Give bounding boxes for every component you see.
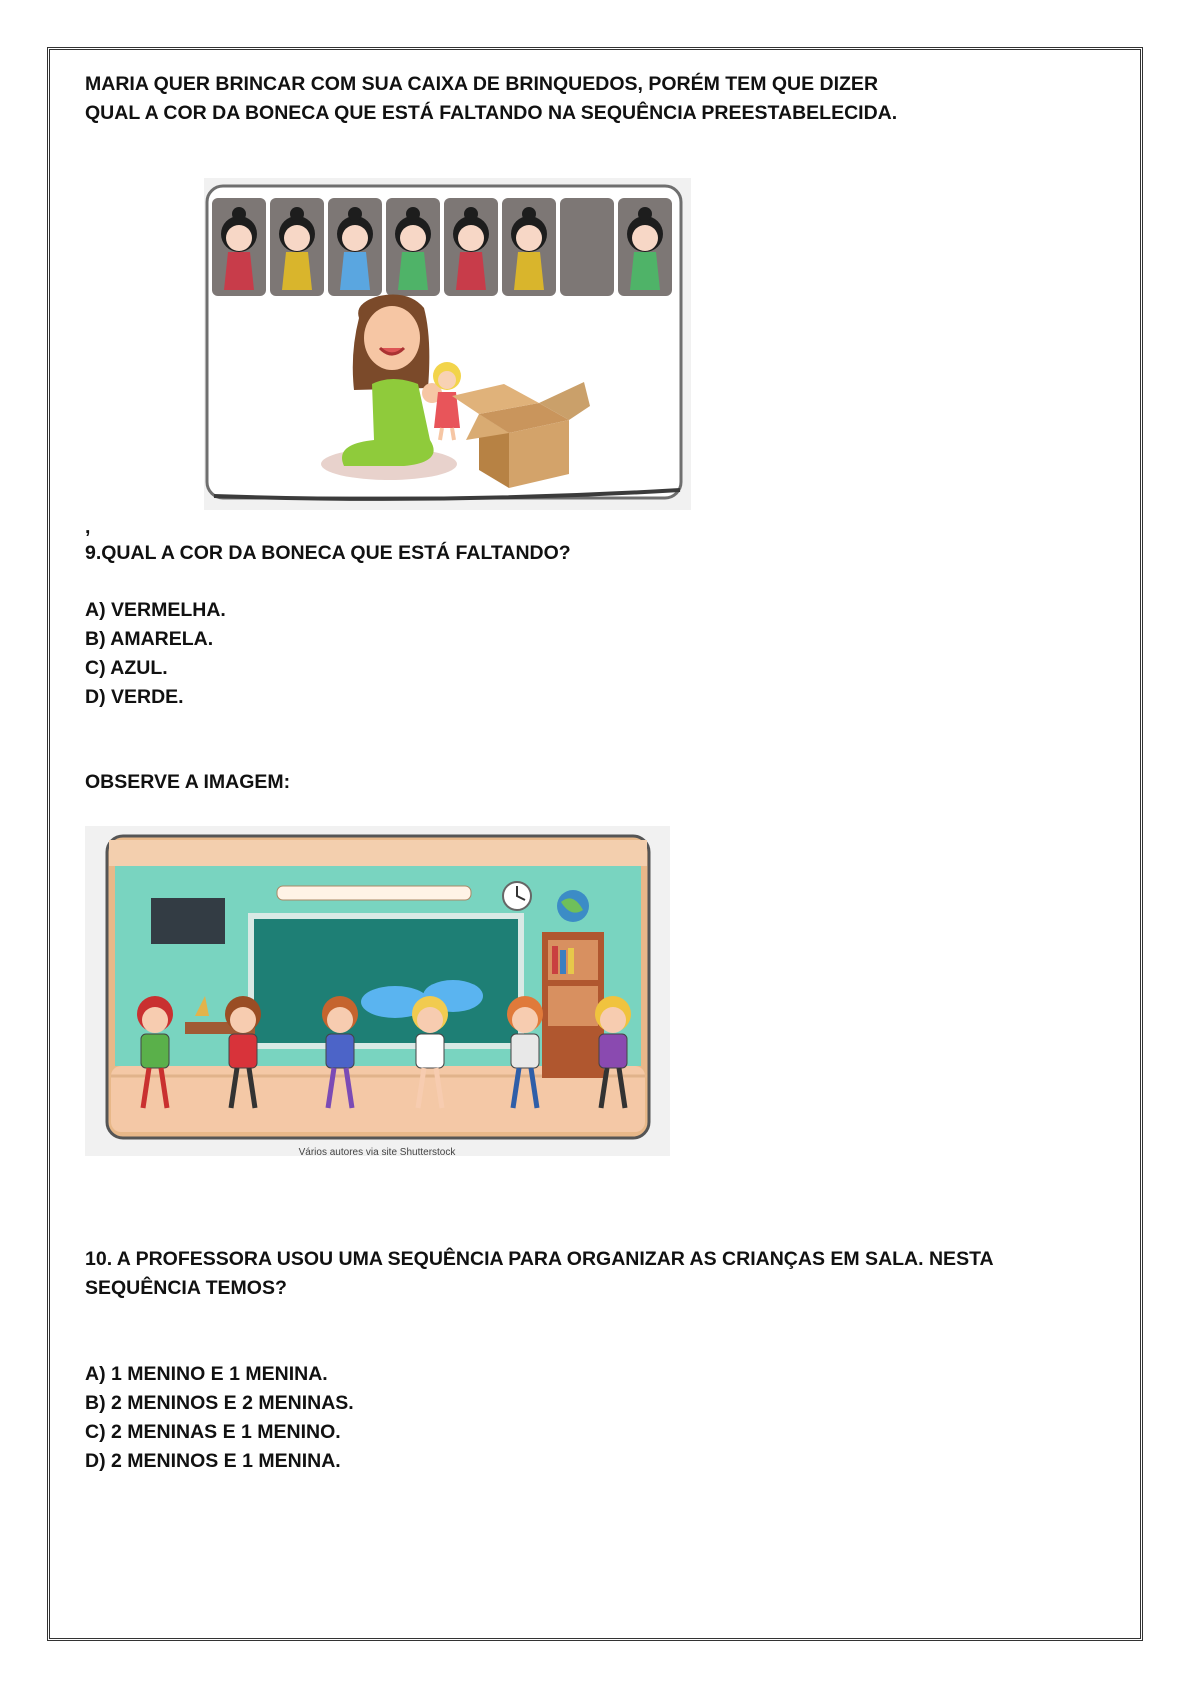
- intro-line-1: MARIA QUER BRINCAR COM SUA CAIXA DE BRINQUEDOS, PORÉM TEM QUE DIZER: [85, 73, 879, 95]
- classroom-figure: [85, 826, 670, 1156]
- intro-line-2: QUAL A COR DA BONECA QUE ESTÁ FALTANDO NA SEQUÊNCIA PREESTABELECIDA.: [85, 102, 898, 124]
- stray-comma: ,: [85, 516, 91, 538]
- empty-doll-tile: [560, 198, 614, 296]
- doll-tile: [212, 198, 266, 296]
- observe-label: OBSERVE A IMAGEM:: [85, 771, 291, 793]
- doll-tile: [386, 198, 440, 296]
- image-credit: Vários autores via site Shutterstock: [298, 1147, 456, 1156]
- q10-option-c: C) 2 MENINAS E 1 MENINO.: [85, 1421, 341, 1443]
- question-9-title: 9.QUAL A COR DA BONECA QUE ESTÁ FALTANDO?: [85, 542, 571, 564]
- question-10-line-2: SEQUÊNCIA TEMOS?: [85, 1277, 287, 1299]
- doll-tile: [618, 198, 672, 296]
- doll-sequence-figure: [204, 178, 691, 510]
- q10-option-d: D) 2 MENINOS E 1 MENINA.: [85, 1450, 341, 1472]
- q9-option-c: C) AZUL.: [85, 657, 168, 679]
- q10-option-a: A) 1 MENINO E 1 MENINA.: [85, 1363, 328, 1385]
- doll-tile: [444, 198, 498, 296]
- doll-tile: [502, 198, 556, 296]
- q9-option-a: A) VERMELHA.: [85, 599, 226, 621]
- q10-option-b: B) 2 MENINOS E 2 MENINAS.: [85, 1392, 354, 1414]
- doll-tile: [270, 198, 324, 296]
- question-10-line-1: 10. A PROFESSORA USOU UMA SEQUÊNCIA PARA ORGANIZAR AS CRIANÇAS EM SALA. NESTA: [85, 1248, 994, 1270]
- q9-option-d: D) VERDE.: [85, 686, 184, 708]
- doll-tile: [328, 198, 382, 296]
- q9-option-b: B) AMARELA.: [85, 628, 214, 650]
